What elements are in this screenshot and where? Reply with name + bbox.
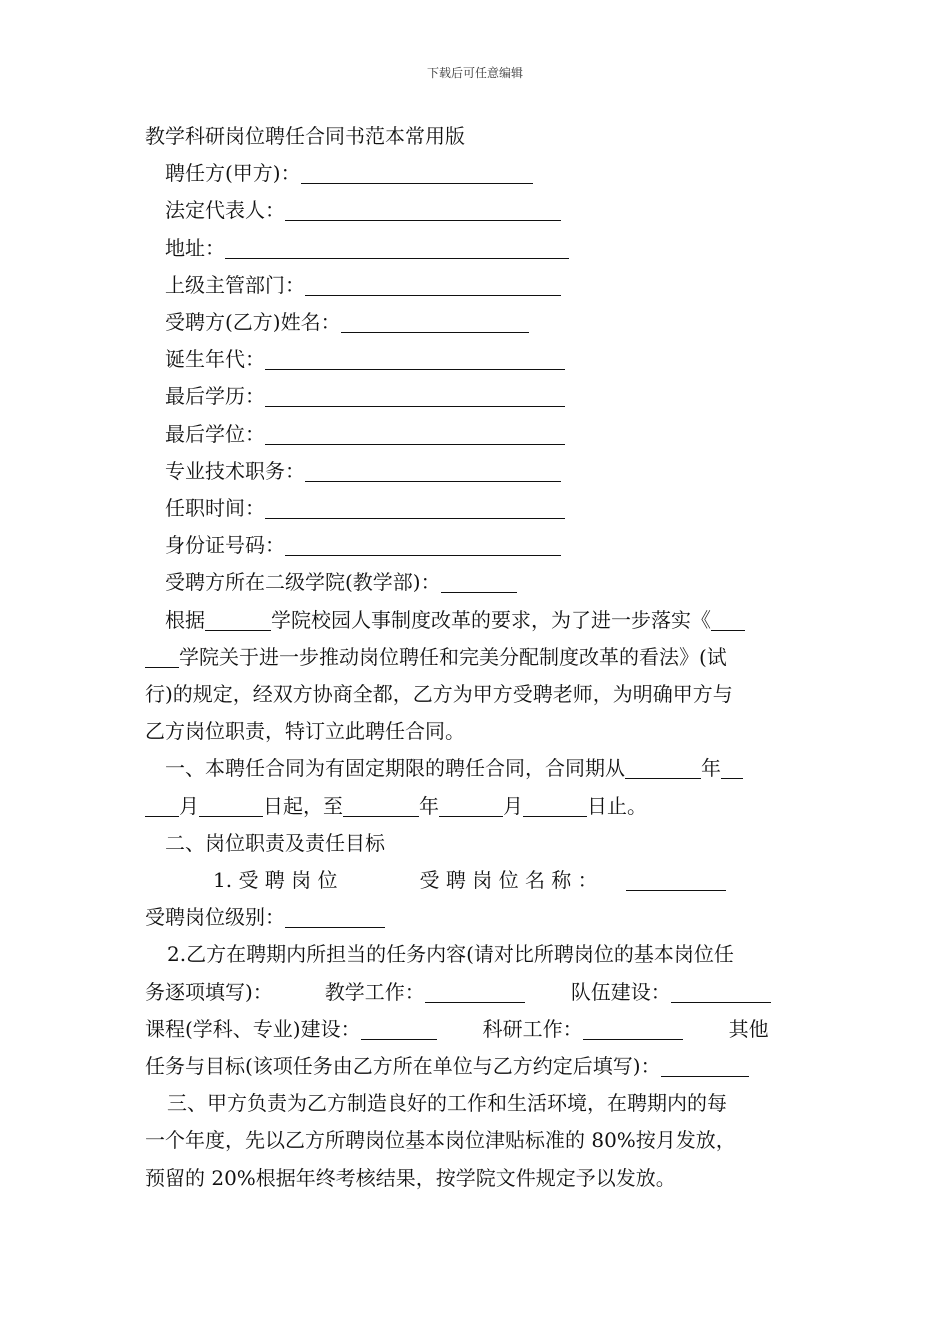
blank-superior-dept[interactable] <box>305 273 561 296</box>
blank-start-month-b[interactable] <box>145 794 179 817</box>
blank-teaching[interactable] <box>425 980 525 1003</box>
clause-text: 1. 受 聘 岗 位 <box>213 868 338 893</box>
field-legal-rep <box>145 192 807 229</box>
blank-id-number[interactable] <box>285 533 561 556</box>
document-title: 教学科研岗位聘任合同书范本常用版 <box>145 124 465 148</box>
field-label: 专业技术职务： <box>165 458 305 483</box>
blank-school-1[interactable] <box>205 608 271 631</box>
field-birth <box>145 341 807 378</box>
clause-text: 日起，至 <box>263 793 343 818</box>
blank-college[interactable] <box>441 570 517 593</box>
basis-line-2 <box>145 639 807 676</box>
clause-text: 任务与目标(该项任务由乙方所在单位与乙方约定后填写)： <box>145 1054 661 1079</box>
blank-research[interactable] <box>583 1017 683 1040</box>
clause-text: 一、本聘任合同为有固定期限的聘任合同，合同期从 <box>165 756 625 781</box>
blank-start-day[interactable] <box>199 794 263 817</box>
field-label: 法定代表人： <box>165 198 285 223</box>
clause2-tasks-1 <box>145 974 807 1011</box>
blank-school-2a[interactable] <box>711 608 745 631</box>
contract-body <box>145 118 807 1197</box>
field-employer <box>145 155 807 192</box>
clause-text: 月 <box>179 793 199 818</box>
blank-end-day[interactable] <box>523 794 587 817</box>
basis-line-3: 行)的规定，经双方协商全都，乙方为甲方受聘老师，为明确甲方与 <box>145 682 733 707</box>
clause3-line-3: 预留的 20%根据年终考核结果，按学院文件规定予以发放。 <box>145 1165 676 1190</box>
field-label: 身份证号码： <box>165 533 285 558</box>
field-education <box>145 378 807 415</box>
field-label: 上级主管部门： <box>165 272 305 297</box>
field-college <box>145 564 807 601</box>
clause-text: 教学工作： <box>324 979 425 1004</box>
clause2-tasks-2 <box>145 1011 807 1048</box>
blank-school-2b[interactable] <box>145 645 179 668</box>
clause-text: 受 聘 岗 位 名 称 ： <box>419 868 598 893</box>
clause-text: 月 <box>503 793 523 818</box>
basis-line-1 <box>145 602 807 639</box>
basis-text: 学院关于进一步推动岗位聘任和完美分配制度改革的看法》(试 <box>179 644 727 669</box>
clause3-line-2: 一个年度，先以乙方所聘岗位基本岗位津贴标准的 80%按月发放， <box>145 1128 736 1153</box>
blank-title-pro[interactable] <box>305 459 561 482</box>
clause-text: 受聘岗位级别： <box>145 905 285 930</box>
field-label: 受聘方(乙方)姓名： <box>165 310 341 335</box>
clause-text: 课程(学科、专业)建设： <box>145 1016 361 1041</box>
blank-legal-rep[interactable] <box>285 198 561 221</box>
field-employee-name <box>145 304 807 341</box>
field-label: 最后学历： <box>165 384 265 409</box>
blank-course[interactable] <box>361 1017 437 1040</box>
field-label: 聘任方(甲方)： <box>165 161 301 186</box>
blank-degree[interactable] <box>265 422 565 445</box>
blank-tenure[interactable] <box>265 496 565 519</box>
field-superior-dept <box>145 267 807 304</box>
blank-birth[interactable] <box>265 347 565 370</box>
clause1-line-2 <box>145 788 807 825</box>
clause-text: 年 <box>701 756 721 781</box>
field-tenure <box>145 490 807 527</box>
field-label: 受聘方所在二级学院(教学部)： <box>165 570 441 595</box>
clause3-line-1: 三、甲方负责为乙方制造良好的工作和生活环境，在聘期内的每 <box>167 1091 727 1116</box>
clause-text: 其他 <box>728 1016 769 1041</box>
clause-text: 日止。 <box>587 793 647 818</box>
blank-education[interactable] <box>265 384 565 407</box>
blank-other-tasks[interactable] <box>661 1054 749 1077</box>
blank-end-month[interactable] <box>439 794 503 817</box>
field-address <box>145 230 807 267</box>
clause2-item2: 2.乙方在聘期内所担当的任务内容(请对比所聘岗位的基本岗位任 <box>167 942 734 967</box>
blank-position-name[interactable] <box>626 868 726 891</box>
clause-text: 科研工作： <box>482 1016 583 1041</box>
blank-address[interactable] <box>225 236 569 259</box>
clause2-heading: 二、岗位职责及责任目标 <box>165 830 385 855</box>
field-title-pro <box>145 453 807 490</box>
blank-end-year[interactable] <box>343 794 419 817</box>
blank-employer[interactable] <box>301 161 533 184</box>
page-header: 下载后可任意编辑 <box>426 66 523 80</box>
basis-text: 学院校园人事制度改革的要求，为了进一步落实《 <box>271 607 711 632</box>
basis-text: 根据 <box>165 607 205 632</box>
field-label: 最后学位： <box>165 421 265 446</box>
clause2-level <box>145 899 807 936</box>
blank-position-level[interactable] <box>285 905 385 928</box>
clause-text: 队伍建设： <box>570 979 671 1004</box>
blank-start-month-a[interactable] <box>721 756 743 779</box>
clause-text: 年 <box>419 793 439 818</box>
blank-start-year[interactable] <box>625 756 701 779</box>
field-degree <box>145 416 807 453</box>
field-label: 诞生年代： <box>165 347 265 372</box>
basis-line-4: 乙方岗位职责，特订立此聘任合同。 <box>145 719 465 744</box>
clause2-item1 <box>145 862 807 899</box>
field-id-number <box>145 527 807 564</box>
blank-team[interactable] <box>671 980 771 1003</box>
clause-text: 务逐项填写)： <box>145 979 273 1004</box>
field-label: 任职时间： <box>165 496 265 521</box>
clause1-line-1 <box>145 750 807 787</box>
clause2-tasks-3 <box>145 1048 807 1085</box>
blank-employee-name[interactable] <box>341 310 529 333</box>
field-label: 地址： <box>165 235 225 260</box>
